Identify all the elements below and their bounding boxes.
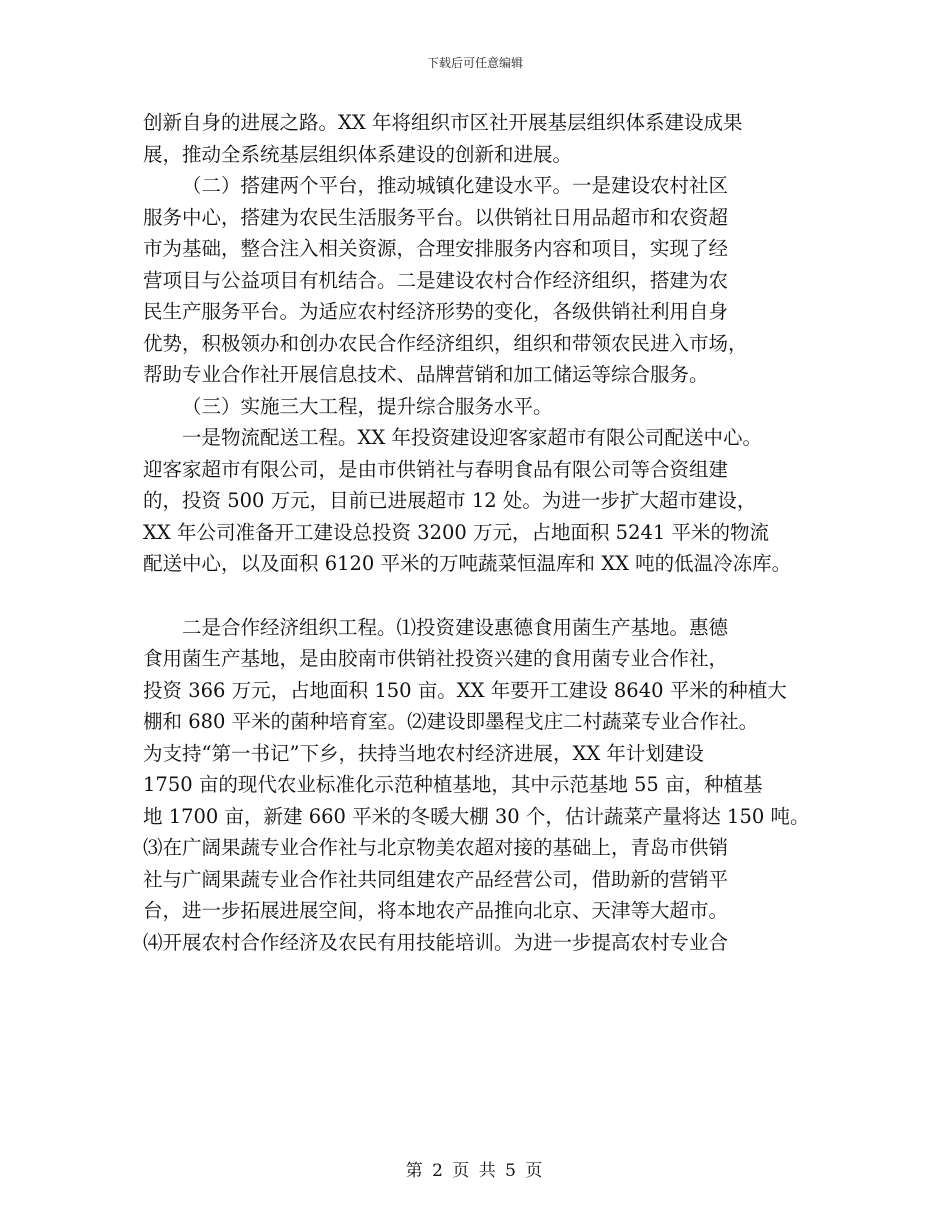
page-number-footer: 第 2 页 共 5 页 (405, 1161, 545, 1181)
text-line: XX 年公司准备开工建设总投资 3200 万元，占地面积 5241 平米的物流 (143, 520, 770, 544)
text-line: 为支持“第一书记”下乡，扶持当地农村经济进展，XX 年计划建设 (143, 741, 704, 765)
text-line: 帮助专业合作社开展信息技术、品牌营销和加工储运等综合服务。 (143, 363, 709, 386)
text-line: 营项目与公益项目有机结合。二是建设农村合作经济组织，搭建为农 (143, 268, 729, 292)
page-header: 下载后可任意编辑 (426, 56, 523, 70)
text-line: 展，推动全系统基层组织体系建设的创新和进展。 (143, 142, 573, 166)
text-line: 社与广阔果蔬专业合作社共同组建农产品经营公司，借助新的营销平 (143, 867, 729, 891)
text-line: 创新自身的进展之路。XX 年将组织市区社开展基层组织体系建设成果 (143, 111, 743, 134)
text-line: ⑷开展农村合作经济及农民有用技能培训。为进一步提高农村专业合 (143, 930, 729, 954)
text-line: （二）搭建两个平台，推动城镇化建设水平。一是建设农村社区 (182, 174, 729, 197)
text-line: 食用菌生产基地，是由胶南市供销社投资兴建的食用菌专业合作社， (143, 647, 729, 670)
paragraph-gap (143, 580, 813, 612)
text-line: 地 1700 亩，新建 660 平米的冬暖大棚 30 个，估计蔬菜产量将达 150 吨。 (143, 804, 810, 828)
text-line: 投资 366 万元，占地面积 150 亩。XX 年要开工建设 8640 平米的种植大 (143, 678, 787, 702)
text-line: 民生产服务平台。为适应农村经济形势的变化，各级供销社利用自身 (143, 300, 729, 323)
text-line: 1750 亩的现代农业标准化示范种植基地，其中示范基地 55 亩，种植基 (143, 773, 763, 796)
text-line: 台，进一步拓展进展空间，将本地农产品推向北京、天津等大超市。 (143, 899, 729, 922)
text-line: （三）实施三大工程，提升综合服务水平。 (182, 394, 553, 418)
text-line: 服务中心，搭建为农民生活服务平台。以供销社日用品超市和农资超 (143, 205, 729, 229)
text-line: 棚和 680 平米的菌种培育室。⑵建设即墨程戈庄二村蔬菜专业合作社。 (143, 710, 759, 733)
text-line: ⑶在广阔果蔬专业合作社与北京物美农超对接的基础上，青岛市供销 (143, 836, 729, 859)
text-line: 配送中心，以及面积 6120 平米的万吨蔬菜恒温库和 XX 吨的低温冷冻库。 (143, 552, 792, 575)
text-line: 一是物流配送工程。XX 年投资建设迎客家超市有限公司配送中心。 (182, 426, 762, 449)
text-line: 市为基础，整合注入相关资源，合理安排服务内容和项目，实现了经 (143, 237, 729, 260)
text-line: 优势，积极领办和创办农民合作经济组织，组织和带领农民进入市场， (143, 331, 748, 355)
text-line: 二是合作经济组织工程。⑴投资建设惠德食用菌生产基地。惠德 (182, 615, 729, 639)
text-line: 迎客家超市有限公司，是由市供销社与春明食品有限公司等合资组建 (143, 457, 729, 481)
text-line: 的，投资 500 万元，目前已进展超市 12 处。为进一步扩大超市建设， (143, 489, 757, 512)
document-body (143, 107, 813, 958)
